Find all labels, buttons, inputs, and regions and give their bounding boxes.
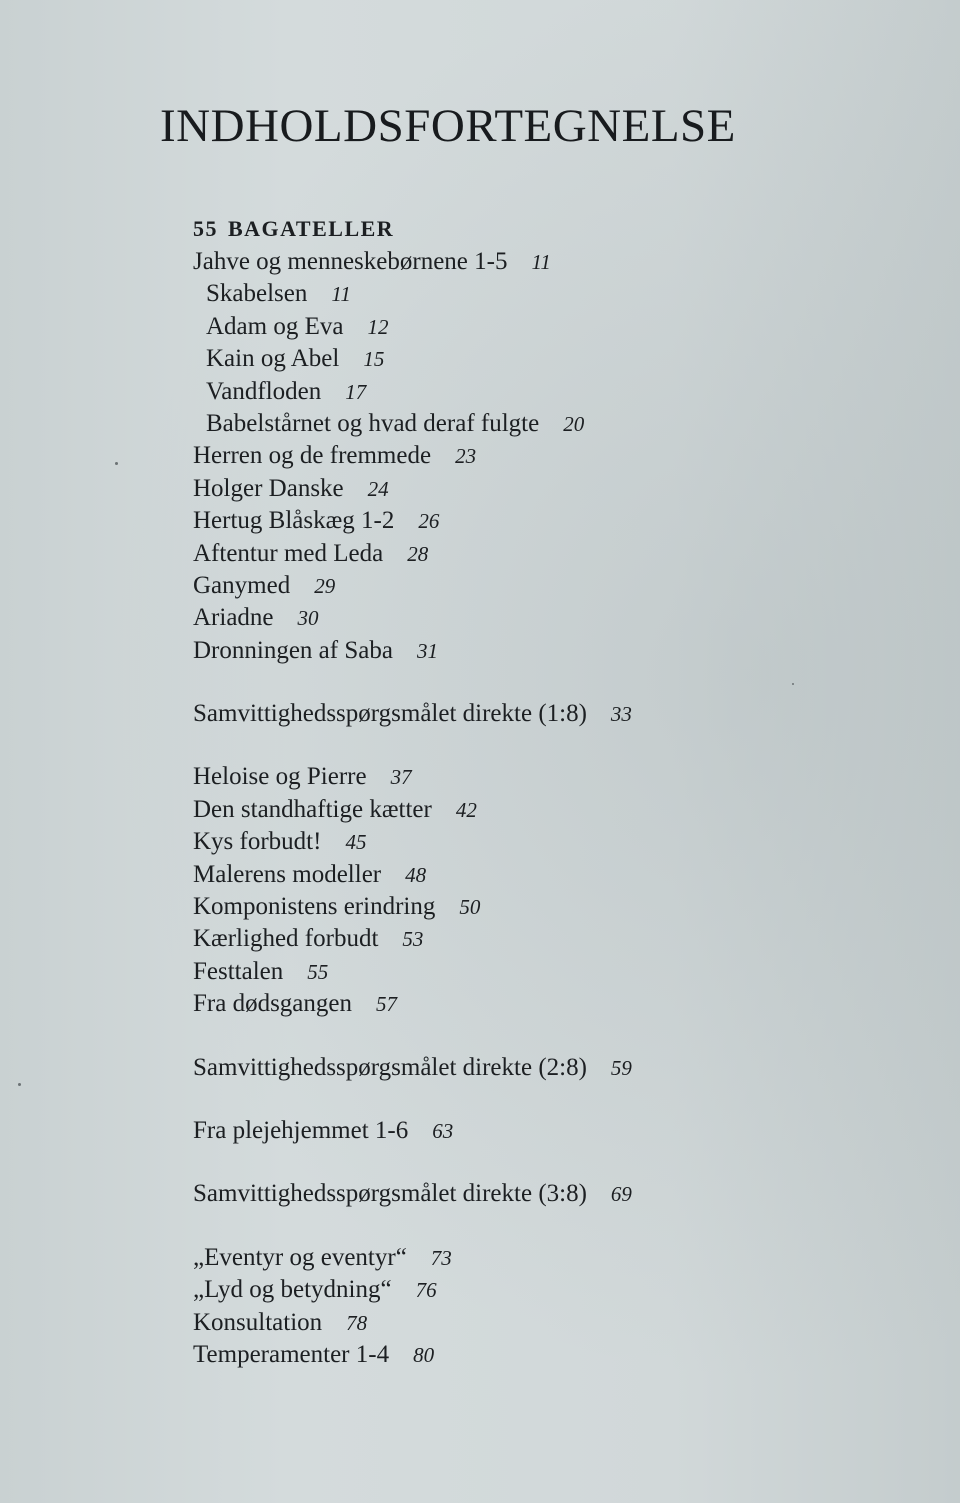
toc-entry xyxy=(193,956,893,988)
toc-entry xyxy=(193,311,893,343)
toc-entry xyxy=(193,1115,893,1147)
entry-page-number: 50 xyxy=(459,895,481,920)
entry-page-number: 23 xyxy=(455,444,477,469)
toc-entry xyxy=(193,698,893,730)
entry-page-number: 63 xyxy=(432,1118,454,1143)
entry-page-number: 24 xyxy=(367,476,389,501)
entry-page-number: 73 xyxy=(430,1245,452,1270)
paper-speck xyxy=(115,462,118,465)
paper-speck xyxy=(792,683,794,685)
toc-entry xyxy=(193,761,893,793)
toc-entry xyxy=(193,826,893,858)
entry-page-number: 69 xyxy=(610,1182,632,1207)
toc-entry xyxy=(193,408,893,440)
page-title: INDHOLDSFORTEGNELSE xyxy=(160,100,736,152)
entry-title: Den standhaftige kætter xyxy=(193,795,432,823)
toc-entry xyxy=(193,1052,893,1084)
entry-title: Herren og de fremmede xyxy=(193,442,432,470)
entry-page-number: 53 xyxy=(402,927,424,952)
toc-entry xyxy=(193,343,893,375)
entry-title: Samvittighedsspørgsmålet direkte (2:8) xyxy=(193,1053,587,1081)
entry-title: Konsultation xyxy=(193,1308,323,1336)
entry-title: Temperamenter 1-4 xyxy=(193,1340,390,1368)
toc-entry xyxy=(193,1274,893,1306)
toc-entry xyxy=(193,602,893,634)
entry-page-number: 45 xyxy=(345,830,367,855)
entry-page-number: 59 xyxy=(610,1055,632,1080)
entry-page-number: 55 xyxy=(307,959,329,984)
toc-entry xyxy=(193,440,893,472)
entry-title: Malerens modeller xyxy=(193,860,382,888)
section-page-number: 55 xyxy=(193,216,218,241)
toc-entry xyxy=(193,891,893,923)
entry-title: Samvittighedsspørgsmålet direkte (1:8) xyxy=(193,700,587,728)
entry-title: Heloise og Pierre xyxy=(193,763,367,791)
entry-title: Jahve og menneskebørnene 1-5 xyxy=(193,248,508,275)
entry-title: Hertug Blåskæg 1-2 xyxy=(193,507,395,535)
toc-entry xyxy=(193,538,893,570)
toc-entry xyxy=(193,923,893,955)
entry-page-number: 29 xyxy=(314,573,336,598)
entry-page-number: 57 xyxy=(376,992,397,1017)
entry-title: Festtalen xyxy=(193,957,284,985)
entry-page-number: 11 xyxy=(331,282,351,307)
toc-entry xyxy=(193,278,893,310)
entry-title: Kærlighed forbudt xyxy=(193,925,379,953)
entry-title: Babelstårnet og hvad deraf fulgte xyxy=(206,409,540,437)
entry-title: Vandfloden xyxy=(206,377,322,405)
toc-entry xyxy=(193,1339,893,1371)
entry-page-number: 78 xyxy=(346,1310,368,1335)
entry-title: Aftentur med Leda xyxy=(193,539,384,567)
table-of-contents xyxy=(193,212,893,1371)
entry-page-number: 31 xyxy=(416,638,438,663)
entry-title: Fra plejehjemmet 1-6 xyxy=(193,1116,409,1144)
toc-entry xyxy=(193,473,893,505)
entry-page-number: 37 xyxy=(390,765,412,790)
entry-title: Ariadne xyxy=(193,604,274,632)
entry-page-number: 42 xyxy=(455,797,477,822)
paper-speck xyxy=(18,1083,21,1086)
entry-title: Skabelsen xyxy=(206,280,308,308)
entry-page-number: 20 xyxy=(563,411,585,436)
section-title: BAGATELLER xyxy=(228,216,395,241)
entry-page-number: 17 xyxy=(345,379,367,404)
toc-entry xyxy=(193,859,893,891)
entry-title: Komponistens erindring xyxy=(193,893,436,921)
entry-page-number: 48 xyxy=(405,862,427,887)
entry-title: „Eventyr og eventyr“ xyxy=(193,1243,407,1271)
toc-entry xyxy=(193,1178,893,1210)
entry-title: „Lyd og betydning“ xyxy=(193,1276,392,1304)
entry-page-number: 12 xyxy=(367,314,389,339)
entry-page-number: 30 xyxy=(297,606,319,631)
entry-title: Fra dødsgangen xyxy=(193,990,352,1018)
entry-page-number: 15 xyxy=(363,347,385,372)
entry-title: Adam og Eva xyxy=(206,312,344,340)
entry-title: Holger Danske xyxy=(193,474,344,502)
entry-title: Kain og Abel xyxy=(206,345,340,373)
entry-page-number: 26 xyxy=(418,509,440,534)
entry-title: Ganymed xyxy=(193,571,291,599)
entry-page-number: 28 xyxy=(407,541,429,566)
entry-page-number: 76 xyxy=(415,1278,437,1303)
toc-entry xyxy=(193,794,893,826)
toc-entry xyxy=(193,635,893,667)
toc-entry xyxy=(193,1242,893,1274)
entry-page-number: 33 xyxy=(610,702,632,727)
toc-entry xyxy=(193,376,893,408)
toc-entry xyxy=(193,505,893,537)
section-heading xyxy=(193,212,893,246)
entry-page-number: 80 xyxy=(413,1342,435,1367)
toc-entry xyxy=(193,570,893,602)
toc-entry xyxy=(193,246,893,278)
toc-entry xyxy=(193,988,893,1020)
entry-title: Samvittighedsspørgsmålet direkte (3:8) xyxy=(193,1180,587,1208)
toc-entry xyxy=(193,1307,893,1339)
entry-page-number: 11 xyxy=(531,250,551,274)
entry-title: Kys forbudt! xyxy=(193,828,322,856)
entry-title: Dronningen af Saba xyxy=(193,636,393,664)
